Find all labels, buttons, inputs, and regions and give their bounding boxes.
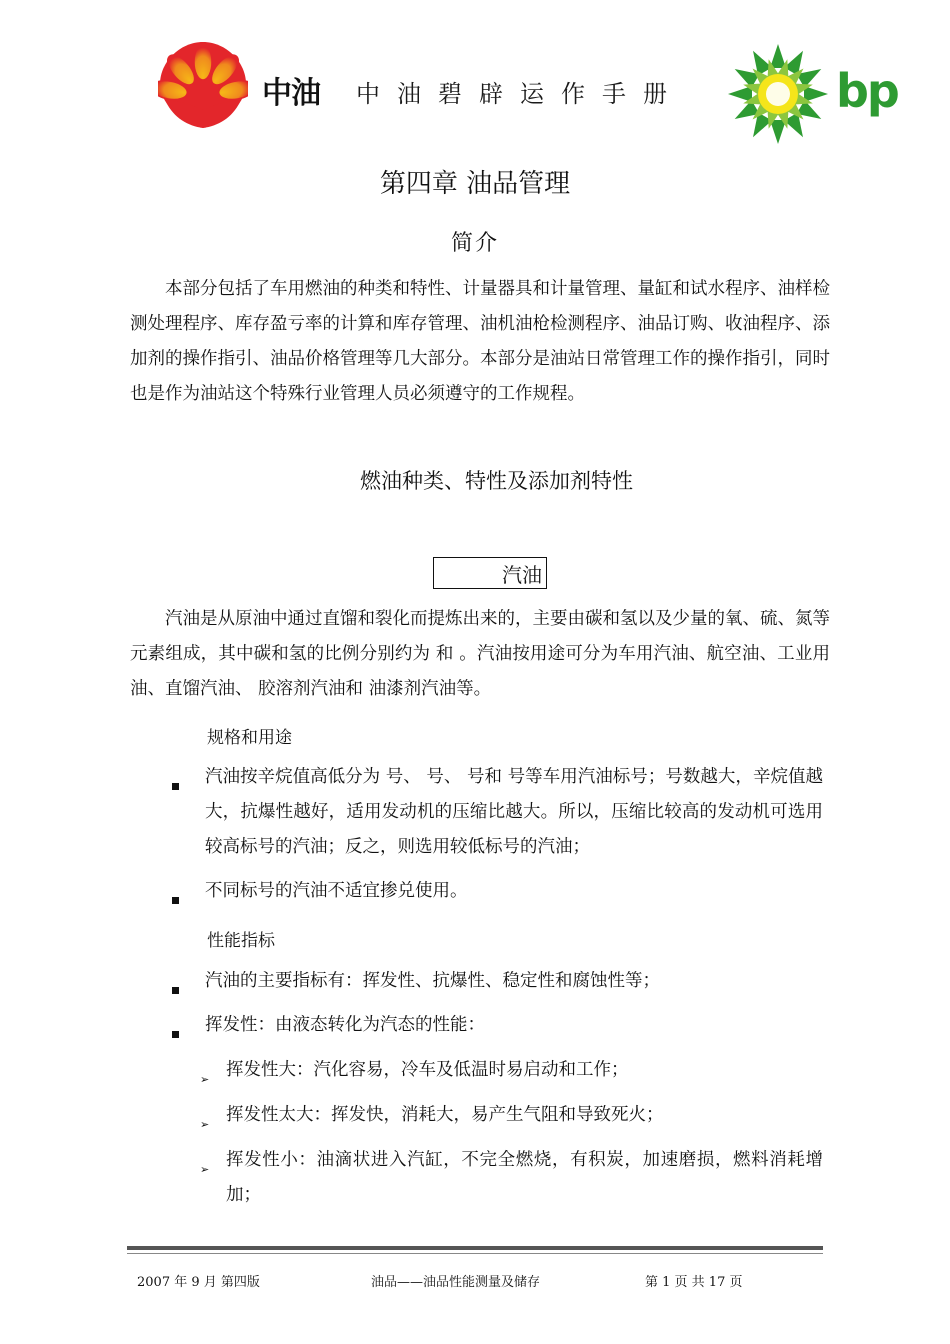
footer-rule-thin	[127, 1253, 823, 1254]
footer-page-info: 第 1 页 共 17 页	[645, 1275, 743, 1290]
bp-logo-text: bp	[836, 64, 898, 118]
bullet-marker	[172, 783, 179, 790]
spec-bullet-text: 不同标号的汽油不适宜掺兑使用。	[205, 881, 468, 901]
performance-bullet-text: 挥发性：由液态转化为汽态的性能：	[205, 1015, 485, 1035]
performance-heading: 性能指标	[207, 931, 275, 951]
footer-rule	[127, 1246, 823, 1250]
chapter-title: 第四章 油品管理	[379, 169, 571, 199]
gasoline-paragraph: 汽油是从原油中通过直馏和裂化而提炼出来的，主要由碳和氢以及少量的氧、硫、氮等元素组成，其中碳和氢的比例分别约为 和 。汽油按用途可分为车用汽油、航空油、工业用油、直馏汽油、 胶溶剂汽油和 油漆剂汽油等。	[130, 609, 830, 699]
arrow-bullet-icon: ➢	[200, 1163, 210, 1176]
bullet-marker	[172, 897, 179, 904]
bullet-marker	[172, 1031, 179, 1038]
performance-bullet-text: 汽油的主要指标有：挥发性、抗爆性、稳定性和腐蚀性等；	[205, 971, 660, 991]
intro-paragraph: 本部分包括了车用燃油的种类和特性、计量器具和计量管理、量缸和试水程序、油样检测处理程序、库存盈亏率的计算和库存管理、油机油枪检测程序、油品订购、收油程序、添加剂的操作指引、油品价格管理等几大部分。本部分是油站日常管理工作的操作指引，同时也是作为油站这个特殊行业管理人员必须遵守的工作规程。	[130, 279, 830, 404]
volatility-item-text: 挥发性大：汽化容易，冷车及低温时易启动和工作；	[226, 1060, 629, 1080]
bullet-marker	[172, 987, 179, 994]
intro-title: 简介	[450, 231, 499, 256]
spec-heading: 规格和用途	[207, 728, 292, 748]
arrow-bullet-icon: ➢	[200, 1073, 210, 1086]
footer-date-edition: 2007 年 9 月 第四版	[137, 1275, 260, 1290]
cnpc-logo	[158, 40, 248, 132]
volatility-item-text: 挥发性小：油滴状进入汽缸，不完全燃烧，有积炭，加速磨损，燃料消耗增加；	[226, 1150, 823, 1205]
section-title: 燃油种类、特性及添加剂特性	[360, 469, 633, 493]
gasoline-heading: 汽油	[502, 563, 542, 587]
gasoline-heading-box	[433, 557, 547, 589]
cnpc-name: 中油	[262, 76, 320, 111]
footer-doc-title: 油品——油品性能测量及储存	[371, 1275, 541, 1290]
manual-title: 中油碧辟运作手册	[356, 80, 684, 108]
bp-helios-logo	[724, 42, 832, 146]
volatility-item-text: 挥发性太大：挥发快，消耗大，易产生气阻和导致死火；	[226, 1105, 664, 1125]
spec-bullet-text: 汽油按辛烷值高低分为 号、 号、 号和 号等车用汽油标号；号数越大，辛烷值越大，抗爆性越好，适用发动机的压缩比越大。所以，压缩比较高的发动机可选用较高标号的汽油；反之，则选用较低标号的汽油；	[205, 767, 823, 857]
arrow-bullet-icon: ➢	[200, 1118, 210, 1131]
